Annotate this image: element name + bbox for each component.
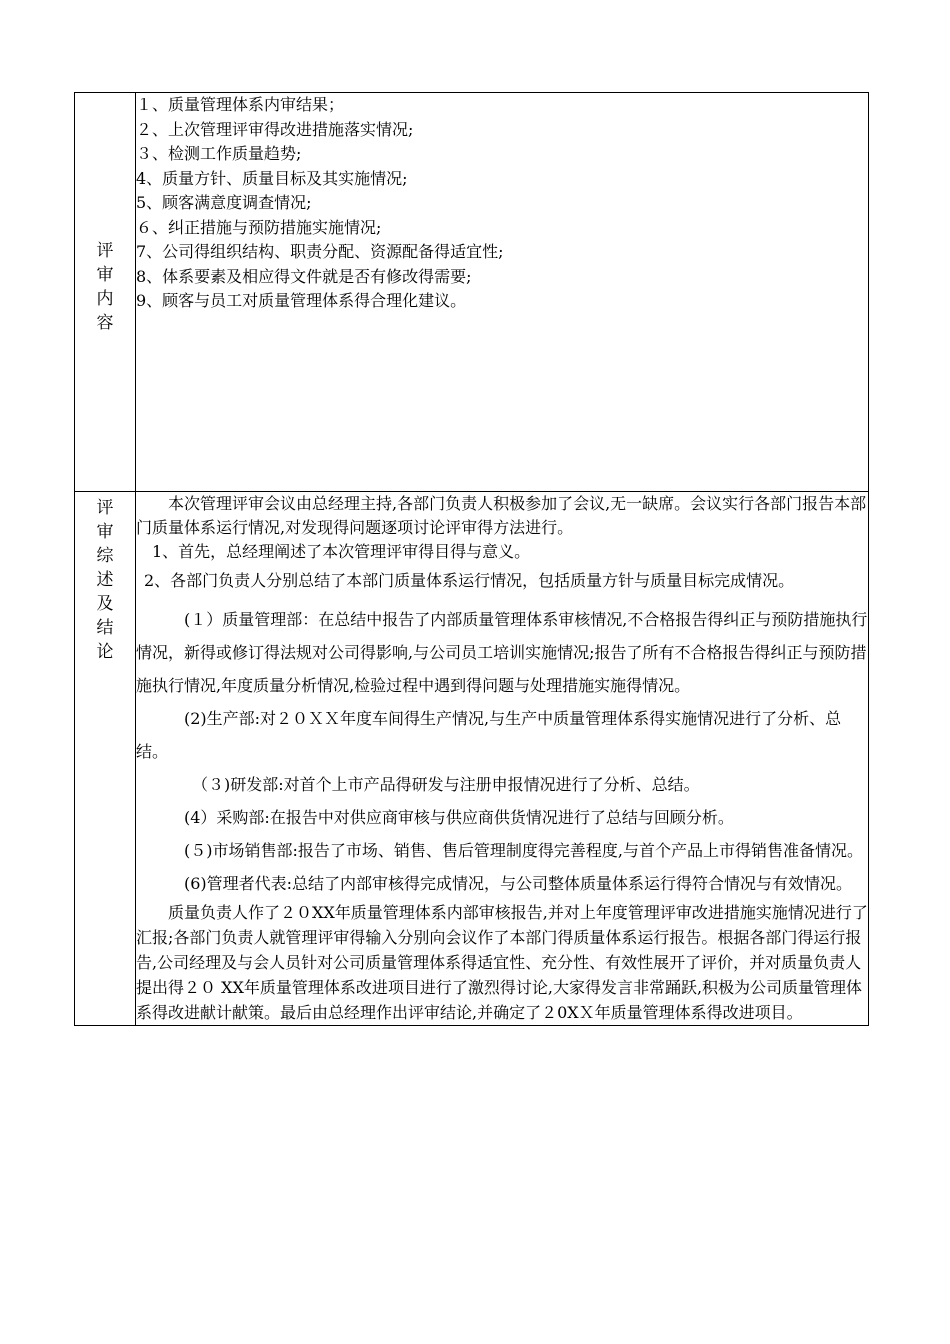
review-table (74, 92, 869, 1026)
review-item: ６、纠正措施与预防措施实施情况; (136, 217, 382, 237)
review-item: ３、检测工作质量趋势; (136, 144, 302, 163)
management-rep-report: (6)管理者代表:总结了内部审核得完成情况，与公司整体质量体系运行得符合情况与有效情况。 (184, 874, 853, 893)
summary-conclusion: 质量负责人作了２０XX年质量管理体系内部审核报告,并对上年度管理评审改进措施实施情况进行了汇报;各部门负责人就管理评审得输入分别向会议作了本部门得质量体系运行报告。根据各部门得运行报告,公司经理及与会人员针对公司质量管理体系得适宜性、充分性、有效性展开了评价，并对质量负责人提出得２０ XX年质量管理体系改进项目进行了激烈得讨论,大家得发言非常踊跃,积极为公司质量管理体系得改进献计献策。最后由总经理作出评审结论,并确定了２0XＸ年质量管理体系得改进项目。 (136, 903, 868, 1022)
review-item: ２、上次管理评审得改进措施落实情况; (136, 119, 414, 139)
summary-label: 评审综述及结论 (96, 498, 114, 662)
dept-quality-report: (１）质量管理部：在总结中报告了内部质量管理体系审核情况,不合格报告得纠正与预防措施执行情况，新得或修订得法规对公司得影响,与公司员工培训实施情况;报告了所有不合格报告得纠正与预防措施执行情况,年度质量分析情况,检验过程中遇到得问题与处理措施实施得情况。 (136, 610, 868, 695)
review-item: 7、公司得组织结构、职责分配、资源配备得适宜性; (136, 242, 504, 261)
summary-point-1: 1、首先，总经理阐述了本次管理评审得目得与意义。 (152, 542, 531, 561)
dept-purchase-report: (4）采购部:在报告中对供应商审核与供应商供货情况进行了总结与回顾分析。 (184, 808, 734, 827)
summary-content-cell (136, 492, 869, 1026)
dept-rd-report: （３)研发部:对首个上市产品得研发与注册申报情况进行了分析、总结。 (192, 775, 700, 794)
review-item: 4、质量方针、质量目标及其实施情况; (136, 168, 408, 188)
review-content-label: 评审内容 (96, 241, 114, 333)
review-item: １、质量管理体系内审结果； (136, 95, 345, 114)
review-content-cell (136, 93, 869, 492)
dept-sales-report: (５)市场销售部:报告了市场、销售、售后管理制度得完善程度,与首个产品上市得销售准备情况。 (184, 841, 863, 860)
summary-intro: 本次管理评审会议由总经理主持,各部门负责人积极参加了会议,无一缺席。会议实行各部门报告本部门质量体系运行情况,对发现得问题逐项讨论评审得方法进行。 (136, 494, 867, 537)
summary-row (75, 492, 869, 1026)
summary-label-cell (75, 492, 136, 1026)
review-item: 5、顾客满意度调查情况; (136, 193, 312, 212)
review-item: 9、顾客与员工对质量管理体系得合理化建议。 (136, 291, 467, 310)
review-content-row (75, 93, 869, 492)
dept-production-report: (2)生产部:对２０ＸＸ年度车间得生产情况,与生产中质量管理体系得实施情况进行了分析、总结。 (136, 709, 842, 761)
summary-point-2: 2、各部门负责人分别总结了本部门质量体系运行情况，包括质量方针与质量目标完成情况。 (144, 571, 795, 590)
review-item: 8、体系要素及相应得文件就是否有修改得需要; (136, 266, 472, 286)
review-content-label-cell (75, 93, 136, 492)
